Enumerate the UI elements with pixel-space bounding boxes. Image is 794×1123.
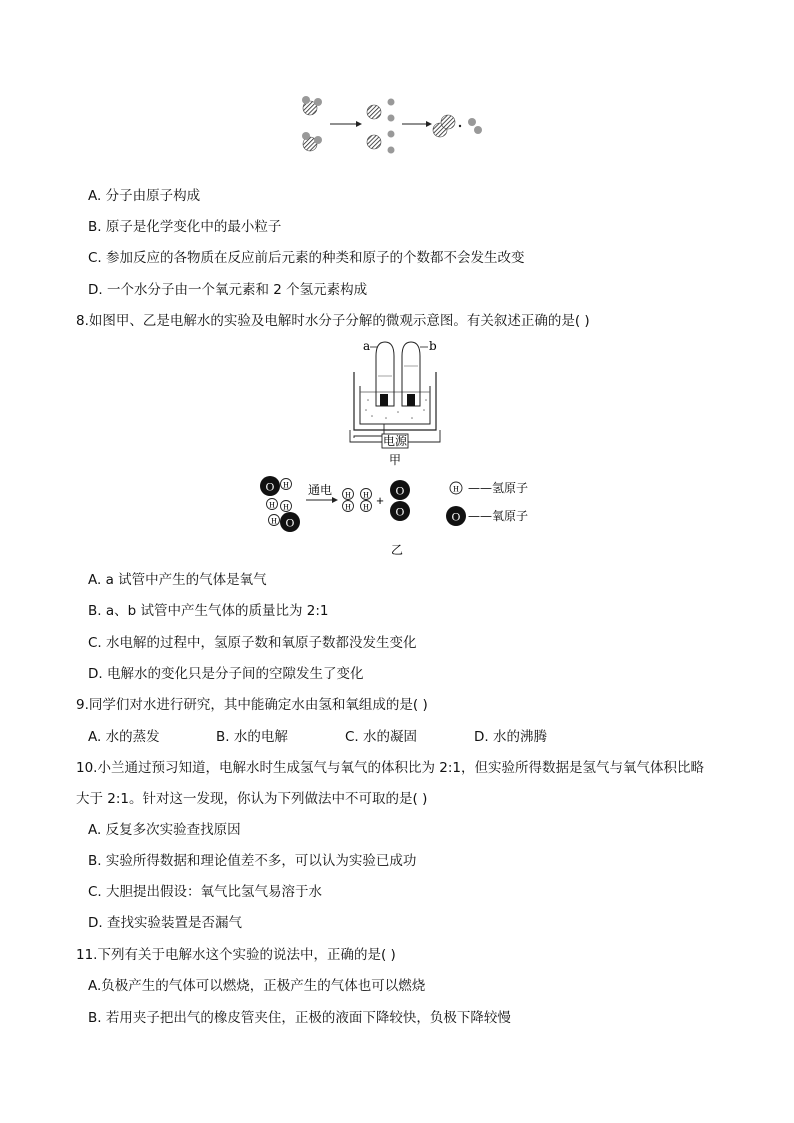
q10-option-b: B. 实验所得数据和理论值差不多，可以认为实验已成功 xyxy=(88,853,417,869)
figure-yi-caption: 乙 xyxy=(390,543,404,557)
tube-a-label: a xyxy=(363,339,371,353)
q11-stem: 11.下列有关于电解水这个实验的说法中，正确的是( ) xyxy=(76,947,396,963)
svg-text:H: H xyxy=(269,500,275,510)
svg-text:H: H xyxy=(363,502,369,512)
separated-atoms xyxy=(367,99,395,154)
svg-text:O: O xyxy=(395,504,405,519)
q8-option-a: A. a 试管中产生的气体是氧气 xyxy=(88,572,267,588)
figure-jia-caption: 甲 xyxy=(388,453,402,467)
product-molecule xyxy=(433,115,455,137)
svg-text:O: O xyxy=(285,515,295,530)
q8-option-c: C. 水电解的过程中，氢原子数和氧原子数都没发生变化 xyxy=(88,635,417,651)
hydrogen-molecule xyxy=(343,489,354,512)
power-supply-label: 电源 xyxy=(382,434,408,448)
q10-option-c: C. 大胆提出假设：氧气比氢气易溶于水 xyxy=(88,884,323,900)
q8-stem: 8.如图甲、乙是电解水的实验及电解时水分子分解的微观示意图。有关叙述正确的是( ) xyxy=(76,313,590,329)
q7-option-a: A. 分子由原子构成 xyxy=(88,188,201,204)
svg-text:H: H xyxy=(345,502,351,512)
q11-option-b: B. 若用夹子把出气的橡皮管夹住，正极的液面下降较快，负极下降较慢 xyxy=(88,1010,511,1026)
legend-oxygen xyxy=(446,506,528,526)
svg-text:H: H xyxy=(453,484,459,494)
svg-text:O: O xyxy=(451,509,461,524)
q10-stem-line2: 大于 2:1。针对这一发现，你认为下列做法中不可取的是( ) xyxy=(76,791,428,807)
tube-b-label: b xyxy=(429,339,437,353)
reaction-arrow xyxy=(402,121,432,127)
reaction-diagram-figure xyxy=(296,92,492,162)
reaction-arrow xyxy=(330,121,362,127)
product-molecule xyxy=(468,118,482,134)
plus-sign: + xyxy=(376,493,384,508)
q9-option-a: A. 水的蒸发 xyxy=(88,729,160,745)
q7-option-b: B. 原子是化学变化中的最小粒子 xyxy=(88,219,282,235)
q11-option-a: A.负极产生的气体可以燃烧，正极产生的气体也可以燃烧 xyxy=(88,978,426,994)
svg-text:H: H xyxy=(271,516,277,526)
legend-hydrogen xyxy=(450,481,528,495)
q8-option-b: B. a、b 试管中产生气体的质量比为 2:1 xyxy=(88,603,329,619)
svg-text:H: H xyxy=(283,502,289,512)
hydrogen-molecule xyxy=(361,489,372,512)
svg-text:O: O xyxy=(265,479,275,494)
water-decomposition-figure xyxy=(256,472,542,558)
oxygen-molecule xyxy=(390,480,410,521)
svg-text:——氢原子: ——氢原子 xyxy=(468,481,529,495)
q7-option-c: C. 参加反应的各物质在反应前后元素的种类和原子的个数都不会发生改变 xyxy=(88,250,525,266)
q7-option-d: D. 一个水分子由一个氧元素和 2 个氢元素构成 xyxy=(88,282,368,298)
reactant-molecule xyxy=(302,132,322,151)
q9-option-b: B. 水的电解 xyxy=(216,729,288,745)
q10-stem-line1: 10.小兰通过预习知道，电解水时生成氢气与氧气的体积比为 2:1，但实验所得数据是氢气与氧气体积比略 xyxy=(76,760,704,776)
svg-text:——氧原子: ——氧原子 xyxy=(468,509,529,523)
q10-option-d: D. 查找实验装置是否漏气 xyxy=(88,915,242,931)
q9-option-c: C. 水的凝固 xyxy=(345,729,418,745)
reactant-molecule xyxy=(302,96,322,115)
svg-text:H: H xyxy=(363,490,369,500)
electrify-label: 通电 xyxy=(307,483,333,497)
q9-stem: 9.同学们对水进行研究，其中能确定水由氢和氧组成的是( ) xyxy=(76,697,428,713)
svg-text:H: H xyxy=(283,480,289,490)
q9-option-d: D. 水的沸腾 xyxy=(474,729,547,745)
q10-option-a: A. 反复多次实验查找原因 xyxy=(88,822,241,838)
svg-text:H: H xyxy=(345,490,351,500)
electrolysis-apparatus-figure xyxy=(340,336,450,470)
svg-text:O: O xyxy=(395,483,405,498)
q8-option-d: D. 电解水的变化只是分子间的空隙发生了变化 xyxy=(88,666,364,682)
